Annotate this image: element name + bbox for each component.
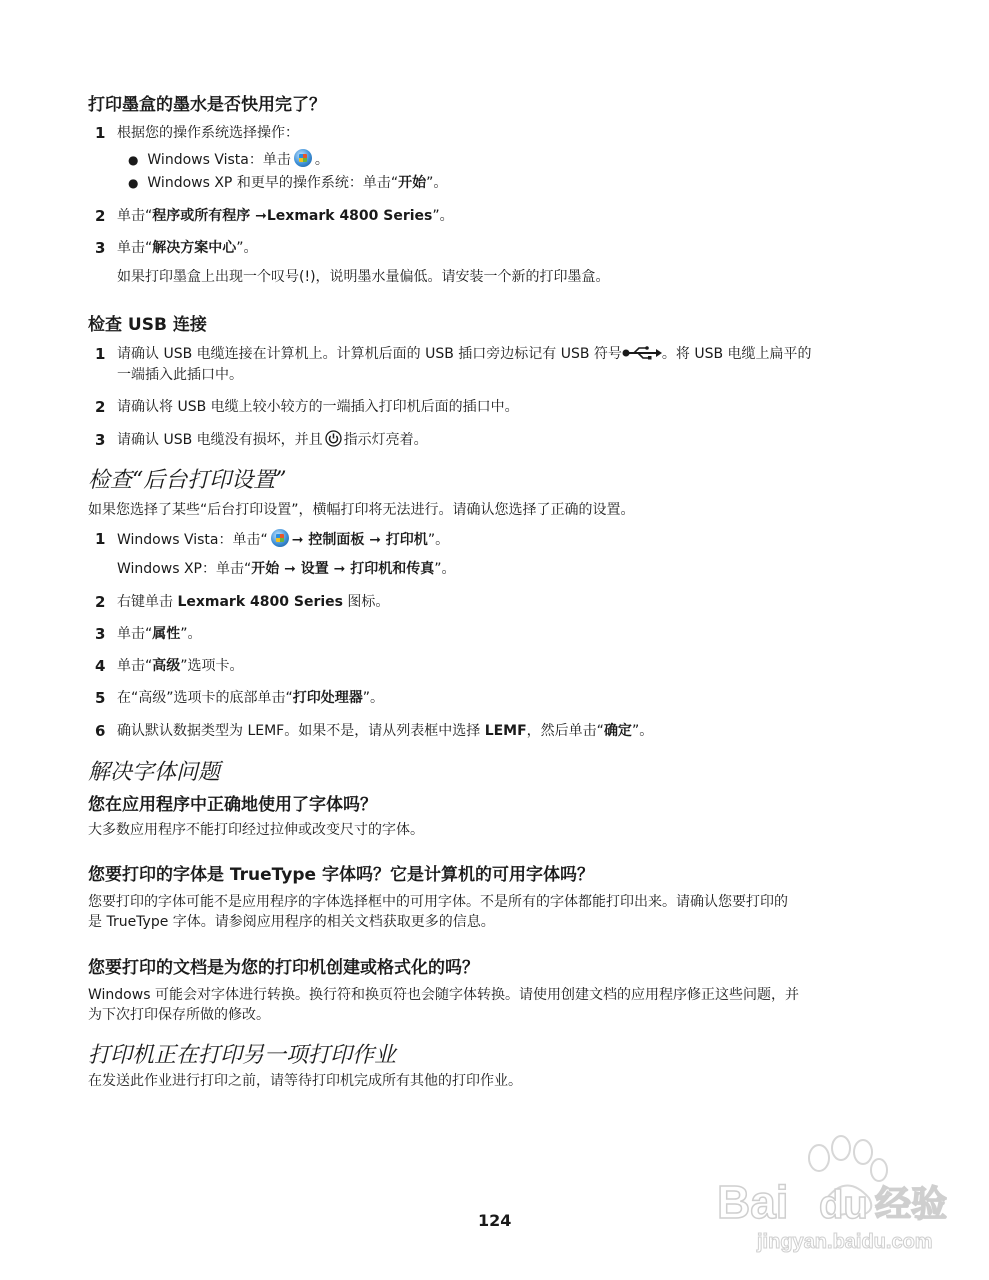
title-bold: TrueType [229,865,317,885]
text-suffix: 图标。 [342,594,390,610]
intro-text: 如果您选择了某些“后台打印设置”，横幅打印将无法进行。请确认您选择了正确的设置。 [88,502,635,518]
body-text: 是 TrueType 字体。请参阅应用程序的相关文档获取更多的信息。 [88,914,495,930]
text-mid: ，然后单击“ [526,723,604,739]
bullet-suffix: 。 [314,152,329,168]
text-suffix: ”。 [432,208,454,224]
step-text [117,624,202,644]
step-text [117,721,653,741]
step-number: 3 [95,431,106,449]
body-text: 您要打印的字体可能不是应用程序的字体选择框中的可用字体。不是所有的字体都能打印出来。请确认您要打印的 [88,894,788,910]
text-suffix: ”。 [362,690,385,706]
watermark-url: jingyan.baidu.com [757,1231,933,1253]
usb-symbol-icon [622,346,662,360]
text-suffix: ”选项卡。 [180,658,244,674]
step-text [117,559,455,579]
section-title-spooler: 检查“后台打印设置” [88,468,287,493]
body-text: 大多数应用程序不能打印经过拉伸或改变尺寸的字体。 [88,822,424,838]
bullet-icon: ● [128,176,139,190]
body-text: Windows 可能会对字体进行转换。换行符和换页符也会随字体转换。请使用创建文档的应用程序修正这些问题，并 [88,987,799,1003]
subsection-title [88,860,594,885]
title-suffix: 字体吗？它是计算机的可用字体吗？ [316,865,594,885]
text-bold: ➞ 控制面板 ➞ 打印机 [291,532,428,548]
text-prefix: 在“高级”选项卡的底部单击“ [117,690,293,706]
step-text [117,529,449,550]
text-prefix: 请确认 USB 电缆连接在计算机上。计算机后面的 USB 插口旁边标记有 USB 符号 [117,346,622,362]
text-bold: 确定 [603,723,632,739]
body-text: 为下次打印保存所做的修改。 [88,1007,270,1023]
section-title-cartridge: 打印墨盒的墨水是否快用完了？ [88,95,326,115]
step-text [117,238,258,258]
windows-start-icon [271,529,289,547]
step-text-continued: 一端插入此插口中。 [117,367,243,383]
text-prefix: 确认默认数据类型为 LEMF。如果不是，请从列表框中选择 [117,723,485,739]
step-text: 请确认将 USB 电缆上较小较方的一端插入打印机后面的插口中。 [117,399,519,415]
text-prefix: Windows XP：单击“ [117,561,252,577]
step-number: 5 [95,689,106,707]
power-icon [325,430,342,447]
text-bold: 程序或所有程序 ➞Lexmark 4800 Series [152,208,433,224]
text-prefix: 单击“ [117,626,153,642]
step-number: 2 [95,207,106,225]
bullet-prefix: Windows Vista：单击 [147,152,291,168]
text-bold: LEMF [484,723,527,739]
section-title-fonts: 解决字体问题 [88,760,221,785]
text-suffix: ”。 [236,240,258,256]
title-suffix: 连接 [166,315,207,335]
page-number: 124 [478,1211,512,1230]
text-prefix: Windows Vista：单击“ [117,532,268,548]
text-suffix: 。将 USB 电缆上扁平的 [661,346,812,362]
step-number: 1 [95,530,106,548]
watermark-brand2: du [819,1183,868,1227]
text-bold: 解决方案中心 [152,240,237,256]
baidu-jingyan-watermark [707,1118,967,1258]
text-prefix: 单击“ [117,658,153,674]
subsection-title: 您在应用程序中正确地使用了字体吗？ [88,795,377,815]
bullet-icon: ● [128,153,139,167]
watermark-brand: Bai [717,1176,789,1228]
step-text [117,430,428,450]
subsection-title: 您要打印的文档是为您的打印机创建或格式化的吗？ [88,958,479,978]
step-text [117,688,384,708]
text-suffix: ”。 [180,626,202,642]
text-prefix: 单击“ [117,208,153,224]
step-text [117,656,244,676]
bullet-item [128,173,447,193]
bullet-bold: 开始 [398,175,427,191]
text-prefix: 请确认 USB 电缆没有损坏，并且 [117,432,323,448]
text-bold: 开始 ➞ 设置 ➞ 打印机和传真 [251,561,435,577]
bullet-suffix: ”。 [426,175,448,191]
step-text [117,592,389,612]
title-prefix: 检查 [88,315,128,335]
step-number: 1 [95,124,106,142]
step-number: 3 [95,625,106,643]
section-title-usb [88,310,207,335]
step-number: 2 [95,593,106,611]
bullet-item [128,149,329,170]
step-number: 1 [95,345,106,363]
section-title-busy: 打印机正在打印另一项打印作业 [88,1043,397,1068]
note-text: 如果打印墨盒上出现一个叹号(!)，说明墨水量偏低。请安装一个新的打印墨盒。 [117,269,610,285]
windows-start-icon [294,149,312,167]
step-number: 6 [95,722,106,740]
text-suffix: 指示灯亮着。 [343,432,428,448]
step-text: 根据您的操作系统选择操作： [117,125,299,141]
body-text: 在发送此作业进行打印之前，请等待打印机完成所有其他的打印作业。 [88,1073,522,1089]
step-text [117,344,812,364]
watermark-cn: 经验 [875,1184,948,1225]
step-text [117,206,454,226]
text-suffix: ”。 [434,561,456,577]
text-bold: 属性 [152,626,181,642]
text-bold: 高级 [152,658,181,674]
title-prefix: 您要打印的字体是 [88,865,230,885]
bullet-prefix: Windows XP 和更早的操作系统：单击“ [147,175,399,191]
text-suffix: ”。 [631,723,654,739]
step-number: 4 [95,657,106,675]
title-bold: USB [127,315,167,335]
text-prefix: 右键单击 [117,594,178,610]
step-number: 2 [95,398,106,416]
text-prefix: 单击“ [117,240,153,256]
text-bold: Lexmark 4800 Series [177,594,343,610]
step-number: 3 [95,239,106,257]
text-suffix: ”。 [427,532,450,548]
text-bold: 打印处理器 [292,690,363,706]
